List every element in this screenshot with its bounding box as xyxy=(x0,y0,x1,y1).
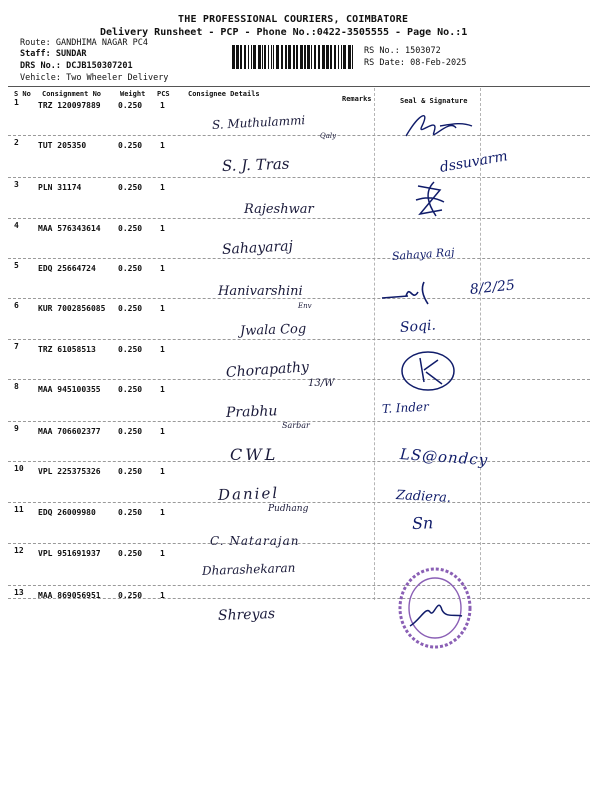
col-consignment: Consignment No xyxy=(42,90,102,98)
row-divider xyxy=(8,135,590,136)
consignee-note-7: 13/W xyxy=(308,378,335,389)
row-divider xyxy=(8,177,590,178)
barcode-bar xyxy=(326,45,329,69)
barcode-bar xyxy=(268,45,269,69)
rs-date-line xyxy=(364,58,466,68)
row-divider xyxy=(8,598,590,599)
row-weight: 0.250 xyxy=(118,101,143,110)
remarks-divider xyxy=(374,88,375,600)
row-weight: 0.250 xyxy=(118,385,143,394)
consignee-handwriting-2: S. J. Tras xyxy=(221,154,290,175)
signature-3: dssuvarm xyxy=(438,148,509,176)
barcode-bar xyxy=(281,45,283,69)
row-divider xyxy=(8,461,590,462)
vehicle-value: Two Wheeler Delivery xyxy=(66,73,169,83)
row-weight: 0.250 xyxy=(118,549,143,558)
row-weight: 0.250 xyxy=(118,183,143,192)
row-pcs: 1 xyxy=(160,183,165,192)
consignee-handwriting-3: Rajeshwar xyxy=(244,202,314,217)
consignee-handwriting-10: Daniel xyxy=(217,483,280,504)
company-title: THE PROFESSIONAL COURIERS, COIMBATORE xyxy=(178,14,409,25)
barcode-bar xyxy=(318,45,320,69)
runsheet-subtitle: Delivery Runsheet - PCP - Phone No.:0422-3505555 - Page No.:1 xyxy=(100,27,468,38)
drs-value: DCJB150307201 xyxy=(66,61,133,71)
col-pcs: PCS xyxy=(157,90,170,98)
row-sno: 6 xyxy=(14,301,19,310)
barcode-bar xyxy=(338,45,339,69)
signature-6: Soqi. xyxy=(399,317,437,336)
row-consignment-no: VPL 951691937 xyxy=(38,549,101,558)
row-weight: 0.250 xyxy=(118,427,143,436)
barcode-bar xyxy=(271,45,272,69)
barcode-bar xyxy=(240,45,242,69)
row-pcs: 1 xyxy=(160,385,165,394)
row-consignment-no: TUT 205350 xyxy=(38,141,87,150)
barcode-bar xyxy=(322,45,325,69)
row-weight: 0.250 xyxy=(118,304,143,313)
row-pcs: 1 xyxy=(160,467,165,476)
consignee-note-5: Env xyxy=(298,302,312,310)
consignee-handwriting-1: S. Muthulammi xyxy=(211,113,306,132)
col-remarks: Remarks xyxy=(342,95,372,103)
consignee-note-10: Pudhang xyxy=(268,504,309,514)
row-pcs: 1 xyxy=(160,508,165,517)
barcode-bar xyxy=(330,45,332,69)
signature-scribble-5 xyxy=(380,280,440,306)
barcode-bar xyxy=(262,45,263,69)
row-pcs: 1 xyxy=(160,549,165,558)
row-sno: 2 xyxy=(14,138,19,147)
signature-9: LS@ondcy xyxy=(399,445,489,470)
row-sno: 12 xyxy=(14,546,24,555)
row-sno: 3 xyxy=(14,180,19,189)
row-pcs: 1 xyxy=(160,427,165,436)
col-consignee: Consignee Details xyxy=(188,90,260,98)
signature-scribble-1 xyxy=(400,108,478,144)
row-weight: 0.250 xyxy=(118,345,143,354)
staff-label: Staff: xyxy=(20,49,51,59)
barcode-bar xyxy=(273,45,274,69)
row-divider xyxy=(8,502,590,503)
row-weight: 0.250 xyxy=(118,591,143,600)
drs-label: DRS No.: xyxy=(20,61,61,71)
row-sno: 10 xyxy=(14,464,24,473)
barcode-bar xyxy=(232,45,235,69)
consignee-handwriting-4: Sahayaraj xyxy=(221,238,294,258)
row-sno: 4 xyxy=(14,221,19,230)
consignee-handwriting-11: C. Natarajan xyxy=(210,534,300,548)
row-pcs: 1 xyxy=(160,264,165,273)
row-sno: 9 xyxy=(14,424,19,433)
row-consignment-no: MAA 945100355 xyxy=(38,385,101,394)
rs-date-value: 08-Feb-2025 xyxy=(410,58,467,68)
col-sno: S No xyxy=(14,90,31,98)
consignee-note-1: Qaly xyxy=(320,132,337,140)
barcode-bar xyxy=(293,45,295,69)
barcode-bar xyxy=(352,45,353,69)
row-divider xyxy=(8,379,590,380)
row-consignment-no: KUR 7002856085 xyxy=(38,304,106,313)
row-consignment-no: MAA 706602377 xyxy=(38,427,101,436)
row-consignment-no: PLN 31174 xyxy=(38,183,82,192)
row-sno: 1 xyxy=(14,98,19,107)
row-pcs: 1 xyxy=(160,101,165,110)
barcode-bar xyxy=(334,45,336,69)
row-pcs: 1 xyxy=(160,345,165,354)
signature-5: 8/2/25 xyxy=(469,277,516,298)
barcode-bar xyxy=(300,45,303,69)
barcode-bar xyxy=(304,45,306,69)
row-pcs: 1 xyxy=(160,224,165,233)
row-sno: 5 xyxy=(14,261,19,270)
row-divider xyxy=(8,339,590,340)
consignee-handwriting-12: Dharashekaran xyxy=(201,560,296,578)
row-sno: 13 xyxy=(14,588,24,597)
vehicle-line xyxy=(20,73,168,83)
rs-date-label: RS Date: xyxy=(364,58,405,68)
barcode-bar xyxy=(264,45,266,69)
consignee-handwriting-6: Jwala Cog xyxy=(239,321,307,339)
barcode-bar xyxy=(311,45,312,69)
row-divider xyxy=(8,218,590,219)
barcode-bar xyxy=(343,45,346,69)
barcode-bar xyxy=(244,45,246,69)
signature-scribble-7 xyxy=(398,348,458,394)
row-divider xyxy=(8,258,590,259)
row-consignment-no: MAA 576343614 xyxy=(38,224,101,233)
staff-value: SUNDAR xyxy=(55,49,87,59)
barcode-bar xyxy=(307,45,310,69)
barcode-bar xyxy=(276,45,279,69)
consignee-handwriting-7: Chorapathy xyxy=(225,359,310,381)
row-divider xyxy=(8,585,590,586)
barcode-bar xyxy=(314,45,316,69)
row-consignment-no: EDQ 26009980 xyxy=(38,508,96,517)
company-seal-stamp xyxy=(396,566,474,650)
barcode-bar xyxy=(285,45,287,69)
row-consignment-no: EDQ 25664724 xyxy=(38,264,96,273)
consignee-handwriting-5: Hanivarshini xyxy=(218,284,303,299)
row-sno: 8 xyxy=(14,382,19,391)
rs-no-value: 1503072 xyxy=(404,46,441,56)
barcode-bar xyxy=(341,45,342,69)
consignee-note-8: Sarbar xyxy=(282,421,310,430)
row-pcs: 1 xyxy=(160,304,165,313)
row-weight: 0.250 xyxy=(118,264,143,273)
barcode-bar xyxy=(248,45,249,69)
route-value: GANDHIMA NAGAR PC4 xyxy=(55,38,148,48)
row-pcs: 1 xyxy=(160,591,165,600)
row-weight: 0.250 xyxy=(118,508,143,517)
row-consignment-no: MAA 869056951 xyxy=(38,591,101,600)
barcode xyxy=(232,45,356,69)
route-label: Route: xyxy=(20,38,51,48)
row-pcs: 1 xyxy=(160,141,165,150)
row-sno: 11 xyxy=(14,505,24,514)
consignee-handwriting-13: Shreyas xyxy=(217,606,276,624)
barcode-bar xyxy=(251,45,252,69)
route-line xyxy=(20,38,148,48)
col-weight: Weight xyxy=(120,90,146,98)
staff-line xyxy=(20,49,87,59)
table-top-border xyxy=(8,86,590,87)
signature-scribble-3 xyxy=(410,180,450,222)
row-weight: 0.250 xyxy=(118,141,143,150)
row-consignment-no: TRZ 120097889 xyxy=(38,101,101,110)
row-consignment-no: TRZ 61058513 xyxy=(38,345,96,354)
row-consignment-no: VPL 225375326 xyxy=(38,467,101,476)
row-sno: 7 xyxy=(14,342,19,351)
col-seal-signature: Seal & Signature xyxy=(400,97,468,105)
signature-4: Sahaya Raj xyxy=(391,245,455,263)
barcode-bar xyxy=(288,45,291,69)
barcode-bar xyxy=(253,45,256,69)
row-weight: 0.250 xyxy=(118,467,143,476)
consignee-handwriting-8: Prabhu xyxy=(225,403,278,421)
signature-11: Sn xyxy=(411,513,434,533)
signature-8: T. Inder xyxy=(381,399,430,416)
rs-no-line xyxy=(364,46,441,56)
barcode-bar xyxy=(236,45,239,69)
barcode-bar xyxy=(296,45,298,69)
drs-line xyxy=(20,61,133,71)
row-weight: 0.250 xyxy=(118,224,143,233)
barcode-bar xyxy=(258,45,261,69)
signature-10: Zadiera. xyxy=(395,488,452,506)
vehicle-label: Vehicle: xyxy=(20,73,61,83)
rs-no-label: RS No.: xyxy=(364,46,400,56)
consignee-handwriting-9: CWL xyxy=(230,445,279,464)
barcode-bar xyxy=(348,45,351,69)
